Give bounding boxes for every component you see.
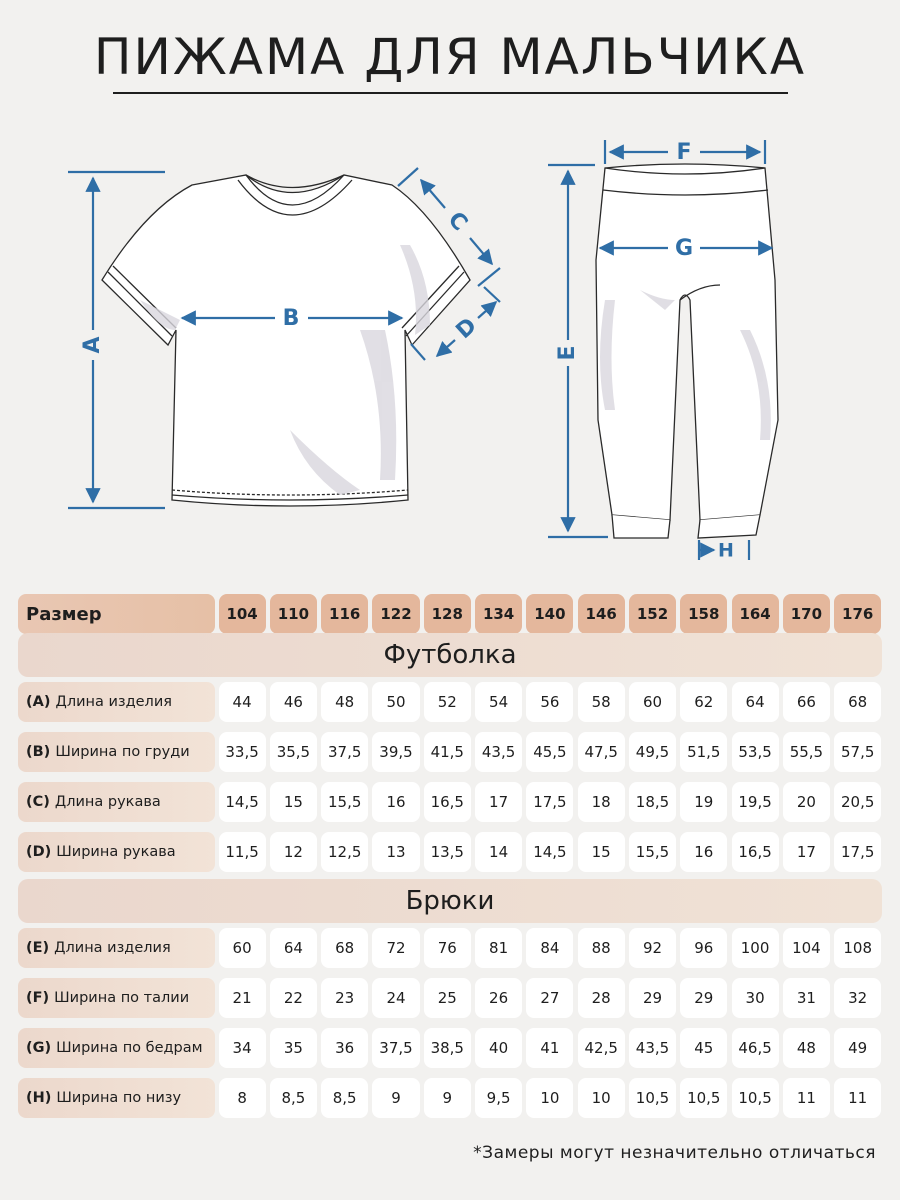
value-cell: 55,5 [783, 732, 830, 772]
row-label [18, 732, 215, 772]
value-cell: 49 [834, 1028, 881, 1068]
value-cell: 11,5 [219, 832, 266, 872]
value-cell: 27 [526, 978, 573, 1018]
value-cell: 108 [834, 928, 881, 968]
row-label-text: Ширина по бедрам [56, 1040, 203, 1056]
value-cell: 37,5 [372, 1028, 419, 1068]
size-header-label: Размер [18, 594, 215, 634]
row-label-text: Длина рукава [54, 794, 161, 810]
value-cell: 76 [424, 928, 471, 968]
value-cell: 16 [372, 782, 419, 822]
value-cell: 14 [475, 832, 522, 872]
size-header-cell: 158 [680, 594, 727, 634]
row-label [18, 832, 215, 872]
value-cell: 41 [526, 1028, 573, 1068]
value-cell: 49,5 [629, 732, 676, 772]
value-cell: 10,5 [732, 1078, 779, 1118]
value-cell: 84 [526, 928, 573, 968]
row-label [18, 682, 215, 722]
value-cell: 13 [372, 832, 419, 872]
value-cell: 45,5 [526, 732, 573, 772]
label-h: H [718, 539, 734, 562]
row-label [18, 1028, 215, 1068]
value-cell: 45 [680, 1028, 727, 1068]
value-cell: 19 [680, 782, 727, 822]
value-cell: 24 [372, 978, 419, 1018]
size-header-cell: 116 [321, 594, 368, 634]
value-cell: 41,5 [424, 732, 471, 772]
value-cell: 50 [372, 682, 419, 722]
value-cell: 46 [270, 682, 317, 722]
value-cell: 18,5 [629, 782, 676, 822]
size-header-cell: 152 [629, 594, 676, 634]
value-cell: 81 [475, 928, 522, 968]
value-cell: 28 [578, 978, 625, 1018]
value-cell: 48 [783, 1028, 830, 1068]
value-cell: 14,5 [526, 832, 573, 872]
size-header-cell: 110 [270, 594, 317, 634]
value-cell: 29 [680, 978, 727, 1018]
value-cell: 8,5 [321, 1078, 368, 1118]
value-cell: 64 [732, 682, 779, 722]
value-cell: 34 [219, 1028, 266, 1068]
value-cell: 38,5 [424, 1028, 471, 1068]
row-label-text: Ширина рукава [56, 844, 176, 860]
value-cell: 44 [219, 682, 266, 722]
value-cell: 32 [834, 978, 881, 1018]
value-cell: 21 [219, 978, 266, 1018]
value-cell: 72 [372, 928, 419, 968]
value-cell: 56 [526, 682, 573, 722]
row-code: (H) [26, 1090, 52, 1106]
row-code: (D) [26, 844, 52, 860]
label-c: C [442, 207, 473, 237]
value-cell: 53,5 [732, 732, 779, 772]
value-cell: 20,5 [834, 782, 881, 822]
label-b: B [282, 306, 300, 331]
row-code: (B) [26, 744, 51, 760]
row-label-text: Длина изделия [54, 940, 171, 956]
value-cell: 52 [424, 682, 471, 722]
page-title: ПИЖАМА ДЛЯ МАЛЬЧИКА [93, 28, 807, 86]
value-cell: 15,5 [321, 782, 368, 822]
row-code: (F) [26, 990, 50, 1006]
value-cell: 10 [578, 1078, 625, 1118]
row-code: (E) [26, 940, 50, 956]
row-code: (G) [26, 1040, 52, 1056]
value-cell: 9 [424, 1078, 471, 1118]
footnote: *Замеры могут незначительно отличаться [473, 1143, 876, 1163]
value-cell: 57,5 [834, 732, 881, 772]
value-cell: 39,5 [372, 732, 419, 772]
row-label [18, 782, 215, 822]
value-cell: 68 [321, 928, 368, 968]
row-label [18, 928, 215, 968]
row-code: (A) [26, 694, 51, 710]
value-cell: 88 [578, 928, 625, 968]
size-header-cell: 134 [475, 594, 522, 634]
value-cell: 17 [783, 832, 830, 872]
row-code: (C) [26, 794, 50, 810]
label-f: F [676, 140, 692, 165]
value-cell: 18 [578, 782, 625, 822]
row-label-text: Ширина по груди [55, 744, 190, 760]
garment-diagram [0, 0, 900, 590]
size-header-cell: 140 [526, 594, 573, 634]
size-header-cell: 164 [732, 594, 779, 634]
value-cell: 62 [680, 682, 727, 722]
value-cell: 16,5 [424, 782, 471, 822]
value-cell: 37,5 [321, 732, 368, 772]
value-cell: 9 [372, 1078, 419, 1118]
value-cell: 35 [270, 1028, 317, 1068]
size-header-cell: 122 [372, 594, 419, 634]
value-cell: 54 [475, 682, 522, 722]
size-header-cell: 170 [783, 594, 830, 634]
value-cell: 100 [732, 928, 779, 968]
label-g: G [674, 236, 694, 261]
value-cell: 10 [526, 1078, 573, 1118]
value-cell: 14,5 [219, 782, 266, 822]
value-cell: 9,5 [475, 1078, 522, 1118]
row-label-text: Длина изделия [55, 694, 172, 710]
value-cell: 48 [321, 682, 368, 722]
value-cell: 12 [270, 832, 317, 872]
section-title: Брюки [18, 879, 882, 923]
row-label-text: Ширина по низу [56, 1090, 182, 1106]
value-cell: 43,5 [629, 1028, 676, 1068]
value-cell: 51,5 [680, 732, 727, 772]
row-label [18, 1078, 215, 1118]
size-header-cell: 146 [578, 594, 625, 634]
value-cell: 17 [475, 782, 522, 822]
value-cell: 19,5 [732, 782, 779, 822]
value-cell: 12,5 [321, 832, 368, 872]
value-cell: 26 [475, 978, 522, 1018]
size-header-cell: 176 [834, 594, 881, 634]
value-cell: 46,5 [732, 1028, 779, 1068]
value-cell: 10,5 [629, 1078, 676, 1118]
value-cell: 42,5 [578, 1028, 625, 1068]
value-cell: 20 [783, 782, 830, 822]
value-cell: 58 [578, 682, 625, 722]
value-cell: 11 [834, 1078, 881, 1118]
row-label-text: Ширина по талии [54, 990, 190, 1006]
value-cell: 11 [783, 1078, 830, 1118]
value-cell: 96 [680, 928, 727, 968]
value-cell: 10,5 [680, 1078, 727, 1118]
value-cell: 60 [219, 928, 266, 968]
value-cell: 33,5 [219, 732, 266, 772]
value-cell: 8 [219, 1078, 266, 1118]
value-cell: 17,5 [526, 782, 573, 822]
value-cell: 60 [629, 682, 676, 722]
value-cell: 35,5 [270, 732, 317, 772]
value-cell: 104 [783, 928, 830, 968]
value-cell: 92 [629, 928, 676, 968]
value-cell: 15 [270, 782, 317, 822]
row-label [18, 978, 215, 1018]
value-cell: 8,5 [270, 1078, 317, 1118]
value-cell: 16 [680, 832, 727, 872]
value-cell: 15 [578, 832, 625, 872]
value-cell: 25 [424, 978, 471, 1018]
value-cell: 16,5 [732, 832, 779, 872]
label-a: A [80, 336, 105, 354]
value-cell: 15,5 [629, 832, 676, 872]
value-cell: 13,5 [424, 832, 471, 872]
value-cell: 31 [783, 978, 830, 1018]
value-cell: 47,5 [578, 732, 625, 772]
value-cell: 17,5 [834, 832, 881, 872]
size-header-cell: 128 [424, 594, 471, 634]
value-cell: 43,5 [475, 732, 522, 772]
label-d: D [451, 313, 482, 345]
label-e: E [555, 345, 580, 361]
value-cell: 40 [475, 1028, 522, 1068]
value-cell: 22 [270, 978, 317, 1018]
value-cell: 68 [834, 682, 881, 722]
section-title: Футболка [18, 633, 882, 677]
tshirt-drawing [102, 175, 473, 506]
value-cell: 66 [783, 682, 830, 722]
value-cell: 64 [270, 928, 317, 968]
value-cell: 29 [629, 978, 676, 1018]
value-cell: 23 [321, 978, 368, 1018]
value-cell: 30 [732, 978, 779, 1018]
value-cell: 36 [321, 1028, 368, 1068]
size-header-cell: 104 [219, 594, 266, 634]
